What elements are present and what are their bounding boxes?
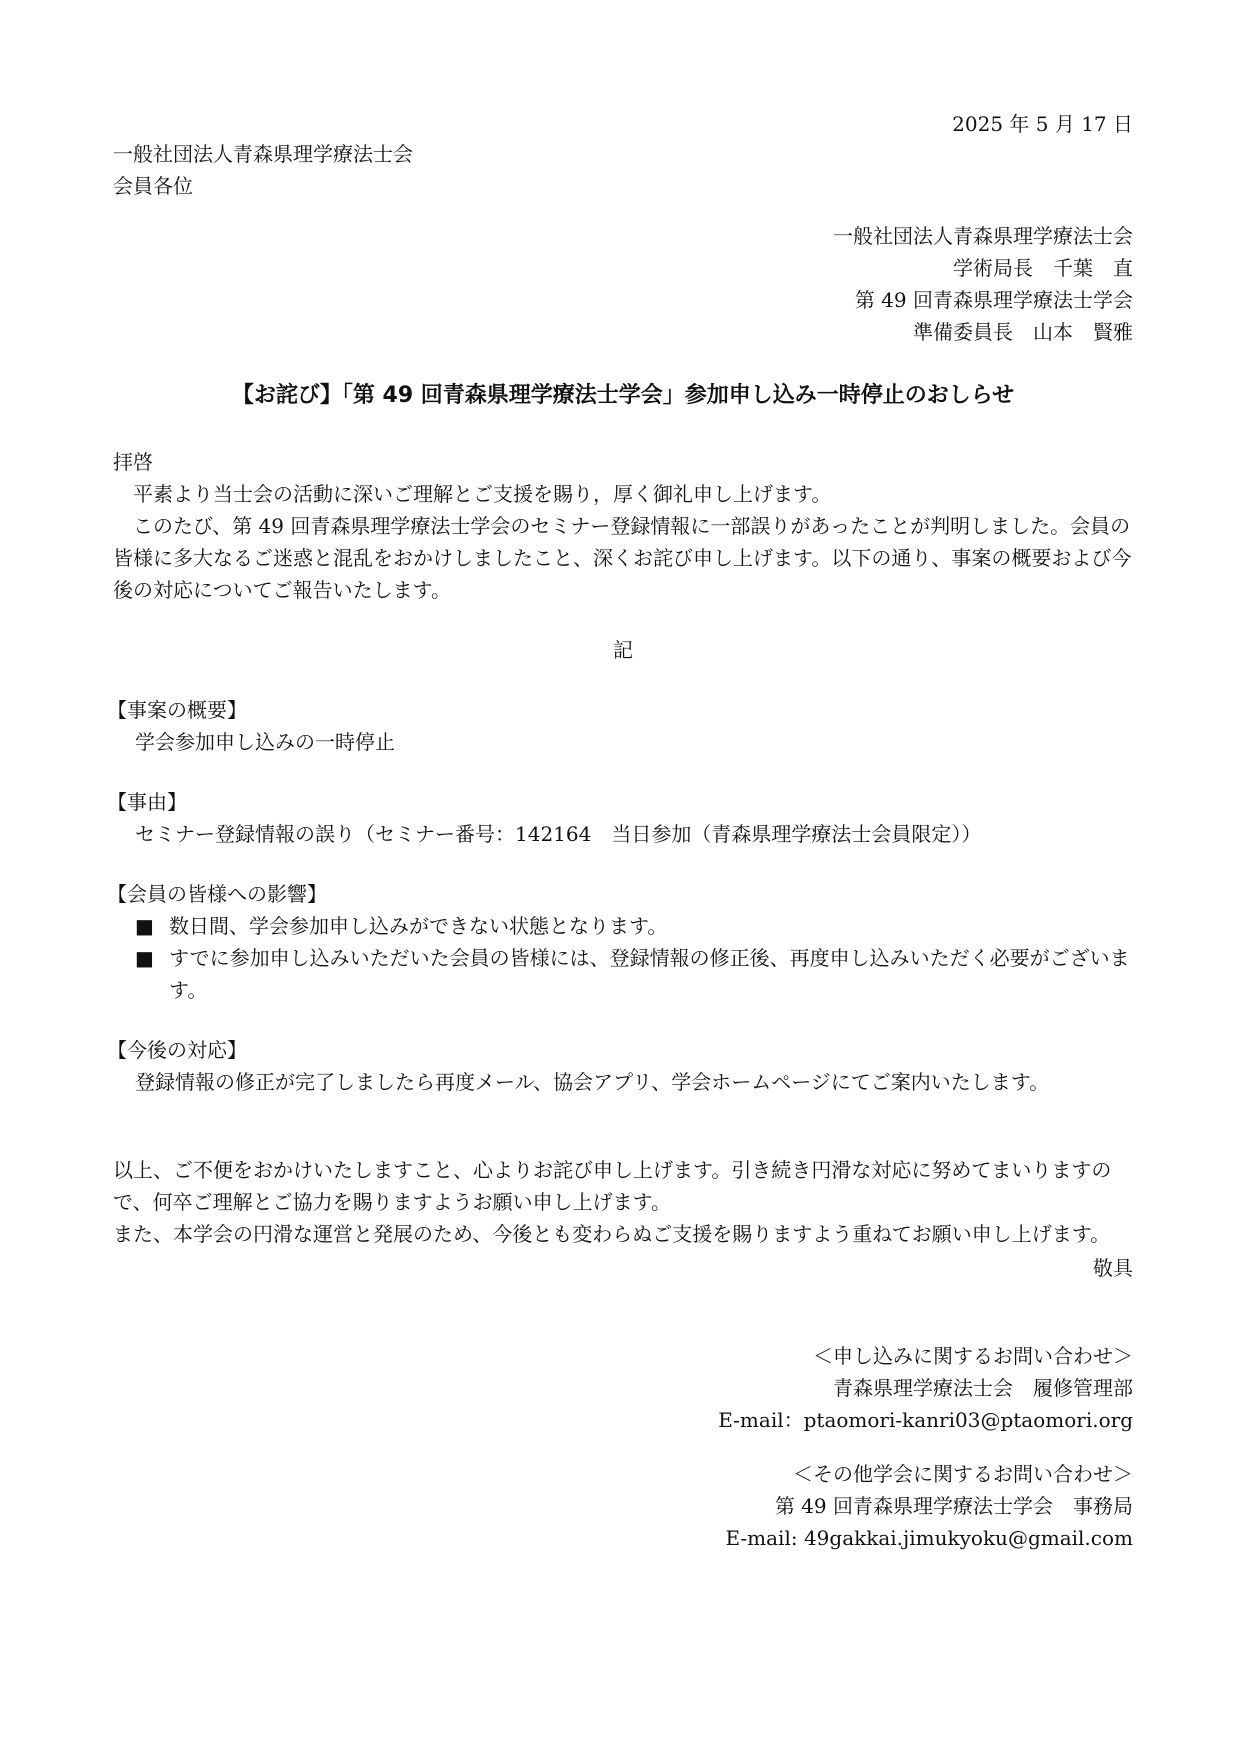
contact-heading-other: ＜その他学会に関するお問い合わせ＞ xyxy=(793,1462,1133,1486)
recipients-block xyxy=(113,138,1133,202)
sender-organization: 一般社団法人青森県理学療法士会 xyxy=(833,224,1133,248)
sender-academic-director: 学術局長 千葉 直 xyxy=(952,256,1153,280)
square-bullet-icon: ■ xyxy=(135,914,154,938)
body-paragraph-apology: このたび、第 49 回青森県理学療法士学会のセミナー登録情報に一部誤りがあったことが判明しました。会員の皆様に多大なるご迷惑と混乱をおかけしましたこと、深くお詫び申し上げます。以下の通り、事案の概要および今後の対応についてご報告いたします。 xyxy=(113,514,1132,602)
ki-marker: 記 xyxy=(613,638,633,662)
section-text-overview: 学会参加申し込みの一時停止 xyxy=(135,730,395,754)
list-item-text: 数日間、学会参加申し込みができない状態となります。 xyxy=(169,914,668,938)
section-heading-overview: 【事案の概要】 xyxy=(107,698,247,722)
salutation: 拝啓 xyxy=(113,450,153,474)
sender-conference-name: 第 49 回青森県理学療法士学会 xyxy=(854,288,1133,312)
section-heading-response: 【今後の対応】 xyxy=(107,1038,247,1062)
contact-email-application[interactable]: E-mail：ptaomori-kanri03@ptaomori.org xyxy=(718,1408,1133,1432)
section-reason xyxy=(107,786,1133,850)
closing-paragraph-support: また、本学会の円滑な運営と発展のため、今後とも変わらぬご支援を賜りますよう重ねてお願い申し上げます。 xyxy=(113,1222,1111,1246)
closing-paragraph-apology: 以上、ご不便をおかけいたしますこと、心よりお詫び申し上げます。引き続き円滑な対応に努めてまいりますので、何卒ご理解とご協力を賜りますようお願い申し上げます。 xyxy=(113,1158,1112,1214)
senders-block xyxy=(113,220,1153,348)
contact-heading-application: ＜申し込みに関するお問い合わせ＞ xyxy=(813,1344,1133,1368)
section-heading-impact: 【会員の皆様への影響】 xyxy=(107,882,327,906)
section-impact xyxy=(107,878,1133,1006)
contact-block xyxy=(113,1340,1133,1554)
square-bullet-icon: ■ xyxy=(135,946,154,970)
sender-committee-chair: 準備委員長 山本 賢雅 xyxy=(913,320,1133,344)
list-item xyxy=(135,942,1133,1006)
contact-divider-space xyxy=(113,1436,1133,1458)
recipient-organization: 一般社団法人青森県理学療法士会 xyxy=(113,142,413,166)
section-text-response: 登録情報の修正が完了しましたら再度メール、協会アプリ、学会ホームページにてご案内いたします。 xyxy=(135,1070,1050,1094)
contact-org-application: 青森県理学療法士会 履修管理部 xyxy=(833,1376,1133,1400)
section-response xyxy=(107,1034,1133,1098)
section-heading-reason: 【事由】 xyxy=(107,790,187,814)
notice-document xyxy=(107,108,1153,1554)
body-text xyxy=(113,478,1133,606)
document-date: 2025 年 5 月 17 日 xyxy=(952,112,1133,136)
list-item-text: すでに参加申し込みいただいた会員の皆様には、登録情報の修正後、再度申し込みいただく必要がございます。 xyxy=(169,946,1130,1002)
closing-text xyxy=(113,1154,1133,1250)
section-text-reason: セミナー登録情報の誤り（セミナー番号：142164 当日参加（青森県理学療法士会員限定）） xyxy=(135,822,982,846)
list-item xyxy=(135,910,1133,942)
section-overview xyxy=(107,694,1133,758)
recipient-members: 会員各位 xyxy=(113,174,193,198)
contact-org-other: 第 49 回青森県理学療法士学会 事務局 xyxy=(774,1494,1133,1518)
document-title: 【お詫び】「第 49 回青森県理学療法士学会」参加申し込み一時停止のおしらせ xyxy=(231,383,1015,408)
closing-keigu: 敬具 xyxy=(1093,1256,1133,1280)
contact-email-other[interactable]: E-mail: 49gakkai.jimukyoku@gmail.com xyxy=(725,1526,1133,1550)
impact-list xyxy=(113,910,1133,1006)
body-paragraph-greeting: 平素より当士会の活動に深いご理解とご支援を賜り，厚く御礼申し上げます。 xyxy=(133,482,832,506)
